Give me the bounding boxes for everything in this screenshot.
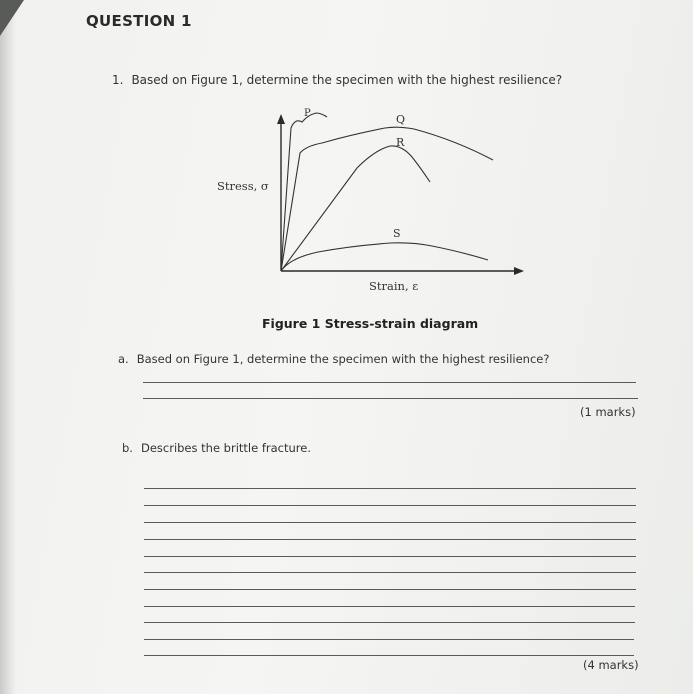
curve-label-r: R — [396, 136, 405, 149]
question-1-number: 1. — [112, 73, 124, 87]
answer-line-a-1[interactable] — [143, 382, 636, 383]
curve-label-s: S — [393, 227, 401, 240]
answer-line-b-6[interactable] — [144, 572, 636, 573]
answer-line-b-5[interactable] — [144, 556, 636, 557]
answer-line-a-2[interactable] — [143, 398, 638, 399]
answer-line-b-1[interactable] — [144, 488, 636, 489]
x-axis-arrow — [514, 267, 524, 275]
part-b-text: Describes the brittle fracture. — [140, 441, 312, 455]
curve-label-q: Q — [396, 113, 406, 126]
stress-strain-figure — [0, 0, 693, 340]
part-b — [122, 441, 311, 455]
part-a-text: Based on Figure 1, determine the specimen with the highest resilience? — [136, 352, 550, 366]
y-axis-label: Stress, σ — [217, 179, 269, 193]
part-a-marks: (1 marks) — [580, 405, 636, 419]
answer-line-b-8[interactable] — [144, 606, 635, 607]
curve-r — [281, 146, 430, 271]
answer-line-b-2[interactable] — [144, 505, 636, 506]
curve-s — [281, 243, 488, 271]
part-a-label: a. — [118, 352, 129, 366]
part-b-marks: (4 marks) — [583, 658, 639, 672]
part-a — [118, 352, 549, 366]
answer-line-b-4[interactable] — [144, 539, 636, 540]
answer-line-b-3[interactable] — [144, 522, 636, 523]
curve-q — [281, 127, 493, 271]
question-heading: QUESTION 1 — [86, 12, 192, 30]
answer-line-b-9[interactable] — [144, 622, 635, 623]
x-axis-label: Strain, ε — [369, 279, 419, 293]
answer-line-b-7[interactable] — [144, 589, 636, 590]
answer-line-b-10[interactable] — [144, 639, 634, 640]
figure-caption: Figure 1 Stress-strain diagram — [262, 316, 479, 331]
curve-p — [281, 113, 327, 271]
answer-line-b-11[interactable] — [144, 655, 634, 656]
question-1-text: Based on Figure 1, determine the specimen with the highest resilience? — [131, 73, 563, 87]
y-axis-arrow — [277, 114, 285, 124]
curve-label-p: P — [304, 108, 311, 119]
part-b-label: b. — [122, 441, 133, 455]
